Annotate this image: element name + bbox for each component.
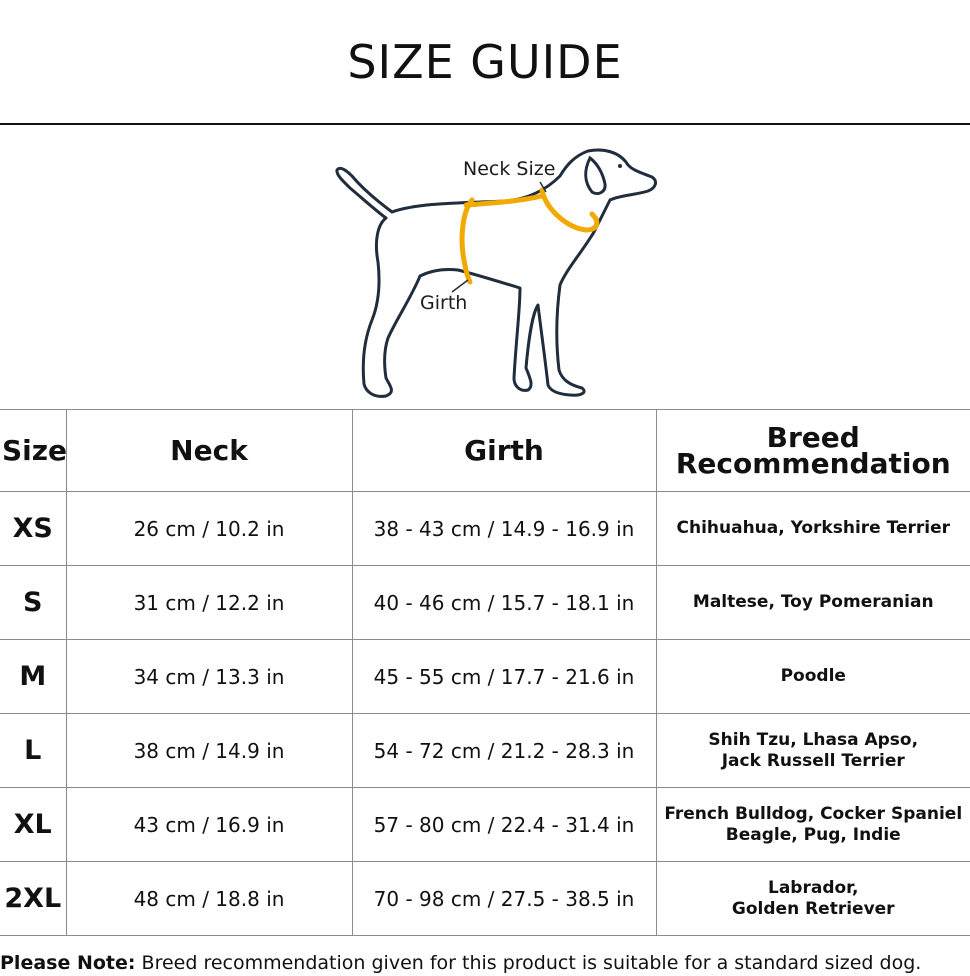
footnote xyxy=(0,950,970,976)
dog-outline xyxy=(337,150,656,396)
table-row xyxy=(0,862,970,936)
neck-size-label: Neck Size xyxy=(463,158,556,180)
table-row xyxy=(0,492,970,566)
dog-ear xyxy=(586,158,605,194)
neck-cell: 38 cm / 14.9 in xyxy=(66,714,352,788)
neck-cell: 48 cm / 18.8 in xyxy=(66,862,352,936)
title-divider xyxy=(0,123,970,125)
neck-cell: 31 cm / 12.2 in xyxy=(66,566,352,640)
size-cell: XL xyxy=(0,788,66,862)
breed-cell: Maltese, Toy Pomeranian xyxy=(656,566,970,640)
girth-cell: 40 - 46 cm / 15.7 - 18.1 in xyxy=(352,566,656,640)
header-breed: Breed Recommendation xyxy=(656,410,970,492)
size-cell: XS xyxy=(0,492,66,566)
girth-cell: 54 - 72 cm / 21.2 - 28.3 in xyxy=(352,714,656,788)
header-girth: Girth xyxy=(352,410,656,492)
girth-cell: 38 - 43 cm / 14.9 - 16.9 in xyxy=(352,492,656,566)
neck-cell: 34 cm / 13.3 in xyxy=(66,640,352,714)
girth-label: Girth xyxy=(420,292,468,314)
table-row xyxy=(0,714,970,788)
size-cell: M xyxy=(0,640,66,714)
note-text: Breed recommendation given for this product is suitable for a standard sized dog. xyxy=(141,952,922,974)
size-cell: L xyxy=(0,714,66,788)
girth-label-pointer xyxy=(452,280,468,292)
header-size: Size xyxy=(0,410,66,492)
neck-cell: 26 cm / 10.2 in xyxy=(66,492,352,566)
girth-cell: 57 - 80 cm / 22.4 - 31.4 in xyxy=(352,788,656,862)
girth-cell: 45 - 55 cm / 17.7 - 21.6 in xyxy=(352,640,656,714)
table-header-row xyxy=(0,410,970,492)
neck-to-girth-strap xyxy=(466,196,542,205)
size-table xyxy=(0,409,970,936)
breed-cell: Chihuahua, Yorkshire Terrier xyxy=(656,492,970,566)
dog-eye xyxy=(618,164,622,168)
breed-cell: Labrador, Golden Retriever xyxy=(656,862,970,936)
size-cell: 2XL xyxy=(0,862,66,936)
note-label: Please Note: xyxy=(0,952,136,974)
header-neck: Neck xyxy=(66,410,352,492)
breed-cell: French Bulldog, Cocker Spaniel Beagle, Pug, Indie xyxy=(656,788,970,862)
size-cell: S xyxy=(0,566,66,640)
neck-cell: 43 cm / 16.9 in xyxy=(66,788,352,862)
girth-measure-line xyxy=(462,200,472,282)
neck-measure-loop xyxy=(542,190,597,230)
girth-cell: 70 - 98 cm / 27.5 - 38.5 in xyxy=(352,862,656,936)
breed-cell: Poodle xyxy=(656,640,970,714)
table-row xyxy=(0,640,970,714)
dog-measurement-diagram xyxy=(320,140,680,402)
page-title: SIZE GUIDE xyxy=(347,35,623,89)
table-row xyxy=(0,566,970,640)
table-row xyxy=(0,788,970,862)
breed-cell: Shih Tzu, Lhasa Apso, Jack Russell Terrier xyxy=(656,714,970,788)
